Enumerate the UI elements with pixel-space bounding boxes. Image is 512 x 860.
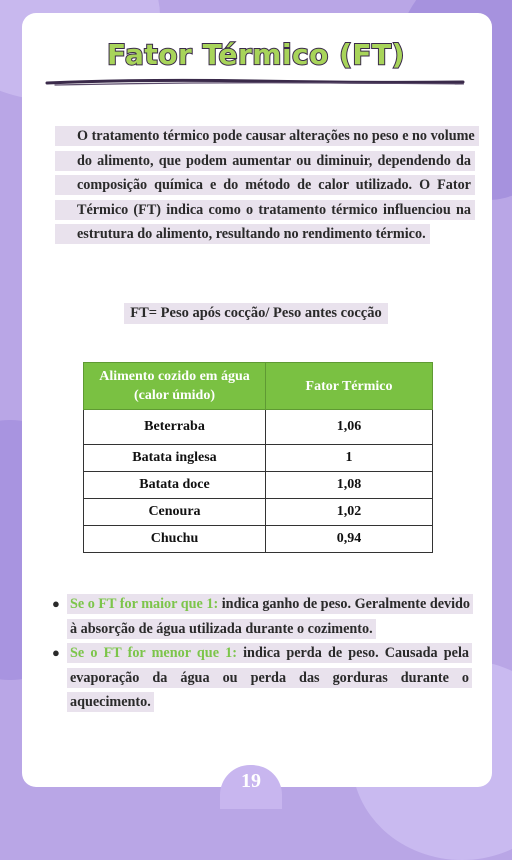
table-row: [84, 526, 433, 553]
page-title: Fator Térmico (FT): [107, 38, 405, 71]
table-cell-factor: 1: [266, 445, 433, 472]
note-lead: Se o FT for maior que 1:: [70, 596, 219, 612]
table-cell-factor: 0,94: [266, 526, 433, 553]
note-text: indica perda de peso. Causada pela evaporação da água ou perda das gorduras durante o aquecimento.: [70, 645, 469, 710]
table-cell-food: Beterraba: [84, 410, 266, 445]
list-item: [52, 641, 472, 715]
table-cell-factor: 1,02: [266, 499, 433, 526]
intro-text: O tratamento térmico pode causar alterações no peso e no volume do alimento, que podem aumentar ou diminuir, dependendo da composição química e do método de calor utilizado. O Fator Térmico (FT) indica como o tratamento térmico influenciou na estrutura do alimento, resultando no rendimento térmico.: [55, 126, 479, 244]
table-cell-food: Batata inglesa: [84, 445, 266, 472]
bullet-icon: ●: [52, 645, 60, 660]
notes-list: [52, 592, 472, 715]
table-row: [84, 410, 433, 445]
page-number: 19: [220, 765, 282, 809]
table-cell-food: Chuchu: [84, 526, 266, 553]
formula-text: FT= Peso após cocção/ Peso antes cocção: [124, 303, 387, 324]
table-header-food: Alimento cozido em água (calor úmido): [84, 363, 266, 410]
table-cell-factor: 1,06: [266, 410, 433, 445]
formula-box: [0, 303, 512, 324]
thermal-factor-table: [83, 362, 433, 553]
list-item: [52, 592, 472, 641]
table-row: [84, 472, 433, 499]
table-row: [84, 445, 433, 472]
bullet-icon: ●: [52, 596, 60, 611]
note-lead: Se o FT for menor que 1:: [70, 645, 237, 661]
table-cell-food: Batata doce: [84, 472, 266, 499]
table-header-factor: Fator Térmico: [266, 363, 433, 410]
intro-paragraph: [55, 124, 475, 247]
table-header-row: [84, 363, 433, 410]
note-text: indica ganho de peso. Geralmente devido à absorção de água utilizada durante o cozimento.: [70, 596, 471, 637]
table-cell-food: Cenoura: [84, 499, 266, 526]
table-row: [84, 499, 433, 526]
title-underline: [45, 77, 465, 87]
table-cell-factor: 1,08: [266, 472, 433, 499]
